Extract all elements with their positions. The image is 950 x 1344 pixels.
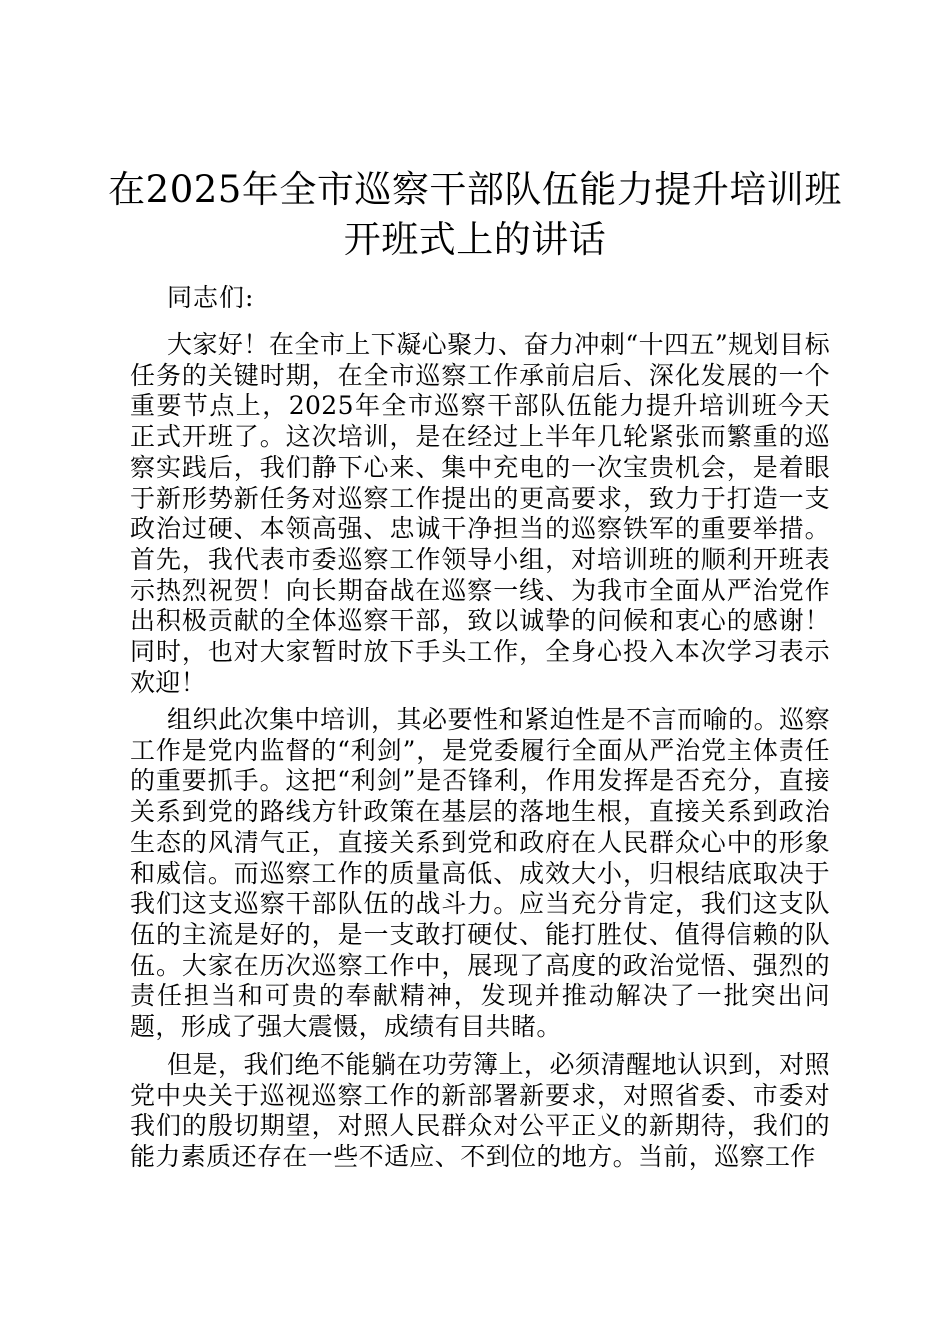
speech-title — [100, 165, 850, 265]
paragraph-1: 大家好！在全市上下凝心聚力、奋力冲刺“十四五”规划目标任务的关键时期，在全市巡察工作承前启后、深化发展的一个重要节点上，2025年全市巡察干部队伍能力提升培训班今天正式开班了。这次培训，是在经过上半年几轮紧张而繁重的巡察实践后，我们静下心来、集中充电的一次宝贵机会，是着眼于新形势新任务对巡察工作提出的更高要求，致力于打造一支政治过硬、本领高强、忠诚干净担当的巡察铁军的重要举措。首先，我代表市委巡察工作领导小组，对培训班的顺利开班表示热烈祝贺！向长期奋战在巡察一线、为我市全面从严治党作出积极贡献的全体巡察干部，致以诚挚的问候和衷心的感谢！同时，也对大家暂时放下手头工作，全身心投入本次学习表示欢迎！ — [130, 330, 830, 697]
paragraph-3: 但是，我们绝不能躺在功劳簿上，必须清醒地认识到，对照党中央关于巡视巡察工作的新部署新要求，对照省委、市委对我们的殷切期望，对照人民群众对公平正义的新期待，我们的能力素质还存在一些不适应、不到位的地方。当前，巡察工作 — [130, 1050, 830, 1172]
title-line-1: 在2025年全市巡察干部队伍能力提升培训班 — [108, 168, 842, 211]
greeting: 同志们: — [167, 283, 255, 312]
title-line-2: 开班式上的讲话 — [343, 218, 607, 261]
paragraph-2: 组织此次集中培训，其必要性和紧迫性是不言而喻的。巡察工作是党内监督的“利剑”，是党委履行全面从严治党主体责任的重要抓手。这把“利剑”是否锋利，作用发挥是否充分，直接关系到党的路线方针政策在基层的落地生根，直接关系到政治生态的风清气正，直接关系到党和政府在人民群众心中的形象和威信。而巡察工作的质量高低、成效大小，归根结底取决于我们这支巡察干部队伍的战斗力。应当充分肯定，我们这支队伍的主流是好的，是一支敢打硬仗、能打胜仗、值得信赖的队伍。大家在历次巡察工作中，展现了高度的政治觉悟、强烈的责任担当和可贵的奉献精神，发现并推动解决了一批突出问题，形成了强大震慑，成绩有目共睹。 — [130, 705, 830, 1042]
